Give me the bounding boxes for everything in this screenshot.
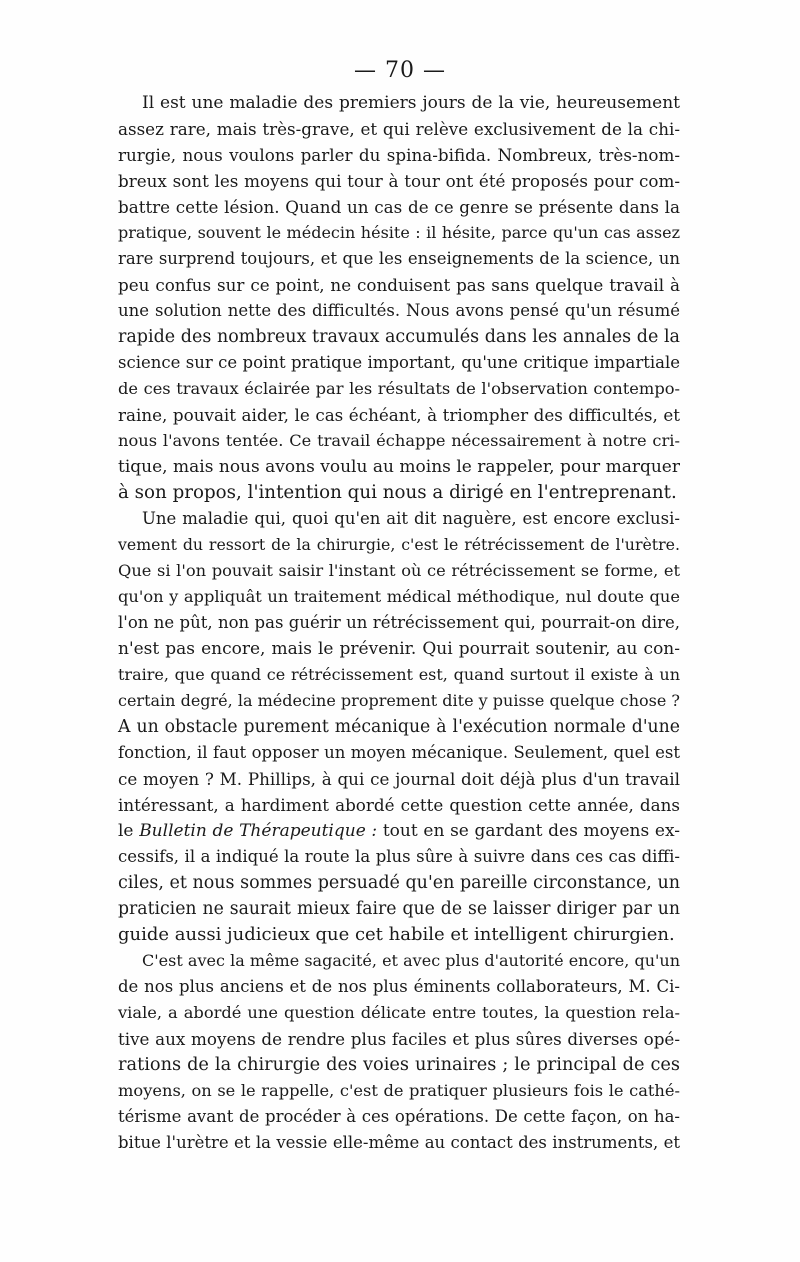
text-line: de ces travaux éclairée par les résultats de l'observation contempo- — [118, 379, 680, 398]
text-line: de nos plus anciens et de nos plus éminents collaborateurs, M. Ci- — [118, 977, 680, 996]
paragraph-3 — [118, 948, 680, 1156]
text-line: Il est une maladie des premiers jours de la vie, heureusement — [142, 93, 680, 113]
text-line: ciles, et nous sommes persuadé qu'en pareille circonstance, un — [118, 873, 680, 893]
text-line: assez rare, mais très-grave, et qui relève exclusivement de la chi- — [118, 119, 680, 139]
text-line: vement du ressort de la chirurgie, c'est le rétrécissement de l'urètre. — [118, 535, 680, 554]
text-line: rurgie, nous voulons parler du spina-bifida. Nombreux, très-nom- — [118, 145, 680, 165]
text-line: intéressant, a hardiment abordé cette question cette année, dans — [118, 795, 680, 815]
text-line: nous l'avons tentée. Ce travail échappe nécessairement à notre cri- — [118, 431, 680, 450]
text-line: C'est avec la même sagacité, et avec plus d'autorité encore, qu'un — [142, 951, 680, 970]
text-suffix: tout en se gardant des moyens ex- — [377, 821, 680, 841]
text-line: l'on ne pût, non pas guérir un rétrécissement qui, pourrait-on dire, — [118, 613, 680, 632]
text-line: viale, a abordé une question délicate entre toutes, la question rela- — [118, 1003, 680, 1022]
text-line: à son propos, l'intention qui nous a dirigé en l'entreprenant. — [118, 482, 677, 503]
text-line: ce moyen ? M. Phillips, à qui ce journal doit déjà plus d'un travail — [118, 769, 680, 789]
paragraph-1 — [118, 90, 680, 506]
text-line: fonction, il faut opposer un moyen mécanique. Seulement, quel est — [118, 743, 680, 762]
text-line: bitue l'urètre et la vessie elle-même au contact des instruments, et — [118, 1133, 680, 1152]
text-prefix: le — [118, 821, 140, 841]
text-line: science sur ce point pratique important, qu'une critique impartiale — [118, 353, 680, 372]
text-line: battre cette lésion. Quand un cas de ce genre se présente dans la — [118, 197, 680, 217]
text-line: Que si l'on pouvait saisir l'instant où ce rétrécissement se forme, et — [118, 561, 680, 580]
text-line: traire, que quand ce rétrécissement est, quand surtout il existe à un — [118, 665, 680, 684]
page-number: — 70 — — [354, 58, 446, 83]
text-line: rapide des nombreux travaux accumulés dans les annales de la — [118, 327, 680, 347]
text-line: certain degré, la médecine proprement dite y puisse quelque chose ? — [118, 691, 680, 710]
text-line: cessifs, il a indiqué la route la plus sûre à suivre dans ces cas diffi- — [118, 847, 680, 866]
journal-title: Bulletin de Thérapeutique : — [139, 821, 378, 841]
text-line: praticien ne saurait mieux faire que de se laisser diriger par un — [118, 899, 680, 919]
text-line: moyens, on se le rappelle, c'est de pratiquer plusieurs fois le cathé- — [118, 1081, 680, 1100]
text-line: Une maladie qui, quoi qu'en ait dit naguère, est encore exclusi- — [142, 509, 680, 528]
text-line: une solution nette des difficultés. Nous avons pensé qu'un résumé — [118, 301, 680, 320]
body-text — [118, 90, 680, 1156]
text-line: rations de la chirurgie des voies urinaires ; le principal de ces — [118, 1055, 680, 1075]
text-line: tique, mais nous avons voulu au moins le rappeler, pour marquer — [118, 457, 680, 477]
text-line: peu confus sur ce point, ne conduisent pas sans quelque travail à — [118, 275, 680, 295]
text-line: raine, pouvait aider, le cas échéant, à triompher des difficultés, et — [118, 405, 680, 425]
text-line: guide aussi judicieux que cet habile et intelligent chirurgien. — [118, 924, 675, 945]
text-line: tive aux moyens de rendre plus faciles et plus sûres diverses opé- — [118, 1029, 680, 1049]
text-line: A un obstacle purement mécanique à l'exécution normale d'une — [118, 717, 680, 737]
text-line: n'est pas encore, mais le prévenir. Qui pourrait soutenir, au con- — [118, 639, 680, 659]
text-line: térisme avant de procéder à ces opérations. De cette façon, on ha- — [118, 1107, 680, 1126]
paragraph-2 — [118, 506, 680, 948]
text-line: breux sont les moyens qui tour à tour ont été proposés pour com- — [118, 171, 680, 191]
text-line: rare surprend toujours, et que les enseignements de la science, un — [118, 249, 680, 268]
text-line: pratique, souvent le médecin hésite : il hésite, parce qu'un cas assez — [118, 223, 680, 242]
text-line-with-italic-title — [118, 818, 680, 844]
text-line: qu'on y appliquât un traitement médical méthodique, nul doute que — [118, 587, 680, 606]
